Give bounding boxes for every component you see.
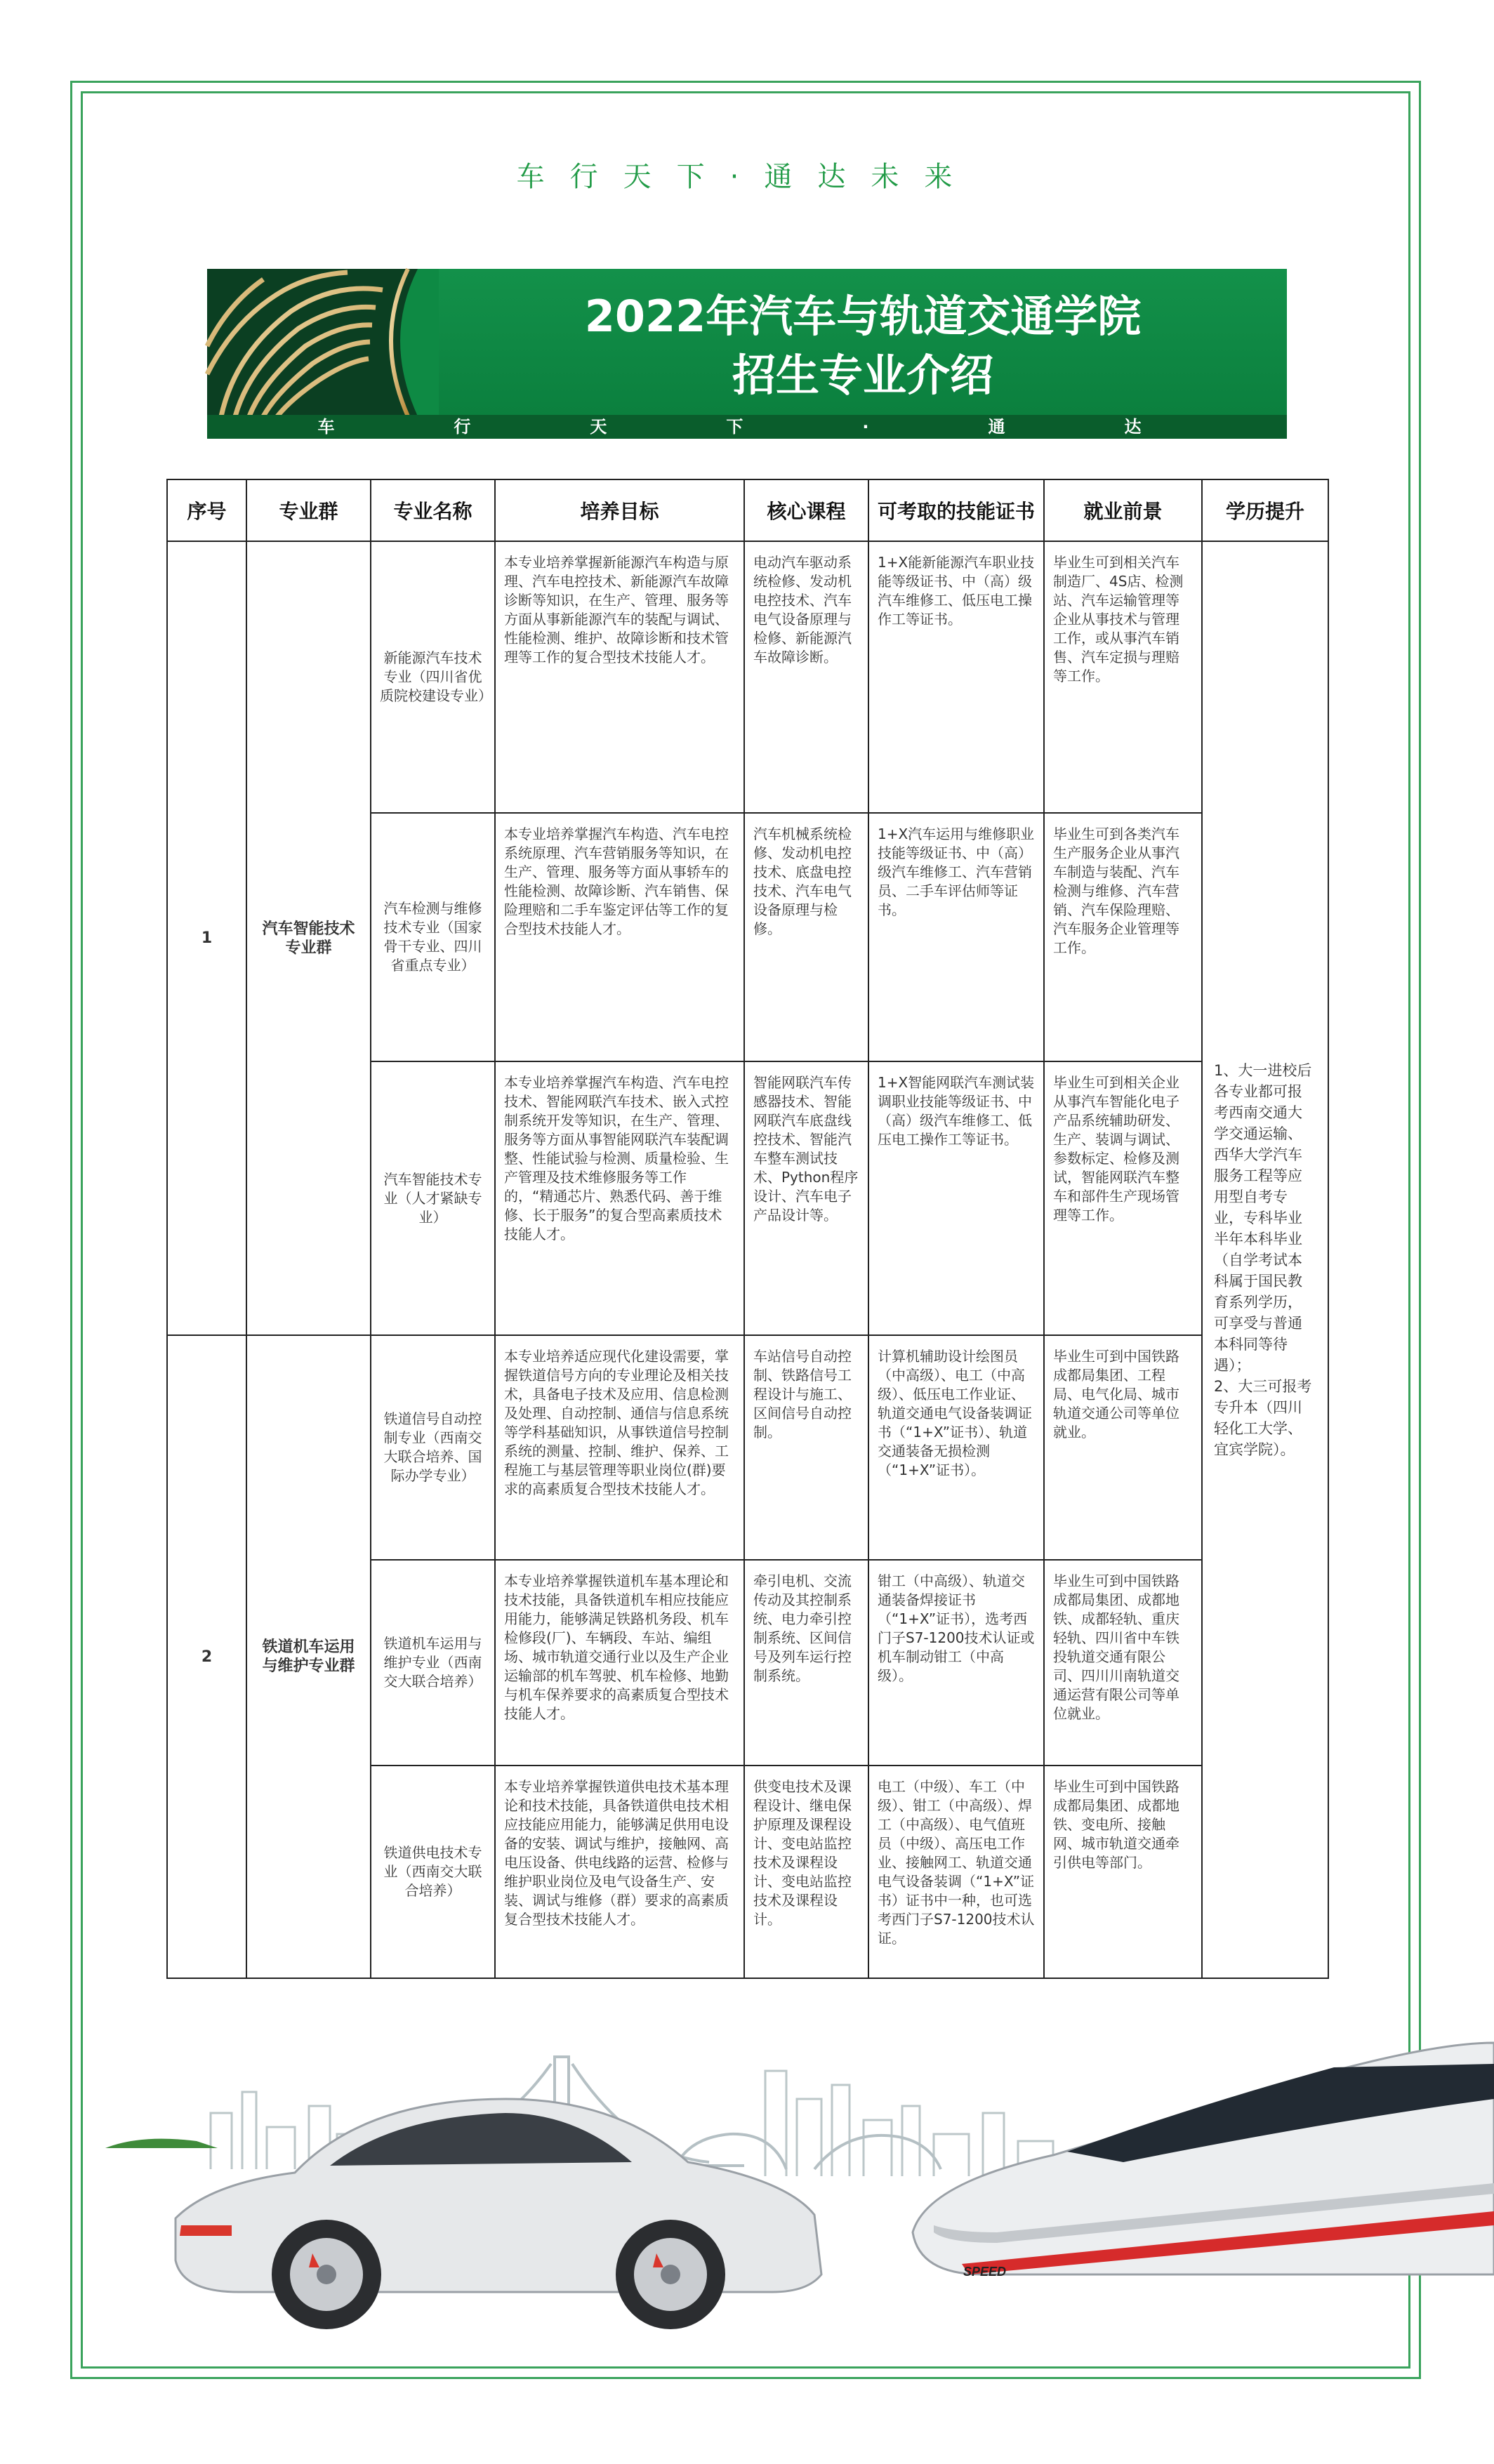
major-certs: 计算机辅助设计绘图员（中高级）、电工（中高级）、低压电工作业证、轨道交通电气设备装调证书（“1+X”证书）、轨道交通装备无损检测（“1+X”证书）。 [868,1335,1044,1560]
major-courses: 牵引电机、交流传动及其控制系统、电力牵引控制系统、区间信号及列车运行控制系统。 [744,1560,868,1766]
table-row [167,541,1328,813]
major-jobs: 毕业生可到相关企业从事汽车智能化电子产品系统辅助研发、生产、装调与调试、参数标定、检修及测试，智能网联汽车整车和部件生产现场管理等工作。 [1044,1061,1202,1335]
header-group: 专业群 [246,479,371,541]
major-jobs: 毕业生可到中国铁路成都局集团、工程局、电气化局、城市轨道交通公司等单位就业。 [1044,1335,1202,1560]
major-courses: 智能网联汽车传感器技术、智能网联汽车底盘线控技术、智能汽车整车测试技术、Python程序设计、汽车电子产品设计等。 [744,1061,868,1335]
group-name: 汽车智能技术专业群 [246,541,371,1335]
table-header-row [167,479,1328,541]
banner-strip: 车行天下·通达未来 [207,415,1287,439]
major-certs: 电工（中级）、车工（中级）、钳工（中高级）、焊工（中高级）、电气值班员（中级）、高压电工作业、接触网工、轨道交通电气设备装调（“1+X”证书）证书中一种，也可选考西门子S7-1200技术认证。 [868,1766,1044,1978]
major-name: 汽车智能技术专业（人才紧缺专业） [371,1061,495,1335]
major-certs: 1+X智能网联汽车测试装调职业技能等级证书、中（高）级汽车维修工、低压电工操作工等证书。 [868,1061,1044,1335]
speed-label: SPEED [963,2265,1007,2279]
header-major: 专业名称 [371,479,495,541]
major-certs: 钳工（中高级）、轨道交通装备焊接证书（“1+X”证书），选考西门子S7-1200技术认证或机车制动钳工（中高级）。 [868,1560,1044,1766]
header-seq: 序号 [167,479,246,541]
major-goal: 本专业培养掌握铁道供电技术基本理论和技术技能，具备铁道供电技术相应技能应用能力，能够满足供用电设备的安装、调试与维护，接触网、高电压设备、供电线路的运营、检修与维护职业岗位及电气设备生产、安装、调试与维修（群）要求的高素质复合型技术技能人才。 [495,1766,744,1978]
major-certs: 1+X汽车运用与维修职业技能等级证书、中（高）级汽车维修工、汽车营销员、二手车评估师等证书。 [868,813,1044,1061]
header-education: 学历提升 [1202,479,1328,541]
major-name: 铁道供电技术专业（西南交大联合培养） [371,1766,495,1978]
slogan: 车行天下·通达未来 [516,161,978,193]
major-goal: 本专业培养掌握铁道机车基本理论和技术技能，具备铁道机车相应技能应用能力，能够满足铁路机务段、机车检修段(厂)、车辆段、车站、编组场、城市轨道交通行业以及生产企业运输部的机车驾驶、机车检修、地勤与机车保养要求的高素质复合型技术技能人才。 [495,1560,744,1766]
table-row [167,1335,1328,1560]
fingerprint-logo-icon [207,269,439,416]
group-seq: 1 [167,541,246,1335]
vehicles-illustration [0,2022,1494,2345]
header-jobs: 就业前景 [1044,479,1202,541]
header-courses: 核心课程 [744,479,868,541]
major-courses: 车站信号自动控制、铁路信号工程设计与施工、区间信号自动控制。 [744,1335,868,1560]
title-banner [207,269,1287,461]
header-certs: 可考取的技能证书 [868,479,1044,541]
major-name: 汽车检测与维修技术专业（国家骨干专业、四川省重点专业） [371,813,495,1061]
grass-icon [105,2139,218,2148]
banner-title [439,287,1287,405]
major-jobs: 毕业生可到各类汽车生产服务企业从事汽车制造与装配、汽车检测与维修、汽车营销、汽车保险理赔、汽车服务企业管理等工作。 [1044,813,1202,1061]
major-name: 铁道机车运用与维护专业（西南交大联合培养） [371,1560,495,1766]
banner-title-line2: 招生专业介绍 [732,350,993,401]
education-text: 1、大一进校后各专业都可报考西南交通大学交通运输、西华大学汽车服务工程等应用型自考专业，专科毕业半年本科毕业（自学考试本科属于国民教育系列学历，可享受与普通本科同等待遇）； 2、大三可报考专升本（四川轻化工大学、宜宾学院）。 [1214,1061,1312,1458]
major-name: 新能源汽车技术专业（四川省优质院校建设专业） [371,541,495,813]
majors-table [166,479,1329,1979]
major-jobs: 毕业生可到中国铁路成都局集团、成都地铁、成都轻轨、重庆轻轨、四川省中车铁投轨道交通有限公司、四川川南轨道交通运营有限公司等单位就业。 [1044,1560,1202,1766]
major-goal: 本专业培养掌握汽车构造、汽车电控技术、智能网联汽车技术、嵌入式控制系统开发等知识，在生产、管理、服务等方面从事智能网联汽车装配调整、性能试验与检测、质量检验、生产管理及技术维修服务等工作的，“精通芯片、熟悉代码、善于维修、长于服务”的复合型高素质技术技能人才。 [495,1061,744,1335]
major-courses: 电动汽车驱动系统检修、发动机电控技术、汽车电气设备原理与检修、新能源汽车故障诊断。 [744,541,868,813]
major-goal: 本专业培养掌握汽车构造、汽车电控系统原理、汽车营销服务等知识，在生产、管理、服务等方面从事轿车的性能检测、故障诊断、汽车销售、保险理赔和二手车鉴定评估等工作的复合型技术技能人才。 [495,813,744,1061]
major-certs: 1+X能新能源汽车职业技能等级证书、中（高）级汽车维修工、低压电工操作工等证书。 [868,541,1044,813]
major-courses: 供变电技术及课程设计、继电保护原理及课程设计、变电站监控技术及课程设计、变电站监控技术及课程设计。 [744,1766,868,1978]
bullet-train-icon [913,2043,1494,2279]
group-name: 铁道机车运用与维护专业群 [246,1335,371,1978]
group-seq: 2 [167,1335,246,1978]
major-jobs: 毕业生可到中国铁路成都局集团、成都地铁、变电所、接触网、城市轨道交通牵引供电等部门。 [1044,1766,1202,1978]
banner-title-line1: 2022年汽车与轨道交通学院 [584,291,1142,342]
education-path [1202,541,1328,1978]
major-jobs: 毕业生可到相关汽车制造厂、4S店、检测站、汽车运输管理等企业从事技术与管理工作，或从事汽车销售、汽车定损与理赔等工作。 [1044,541,1202,813]
major-goal: 本专业培养掌握新能源汽车构造与原理、汽车电控技术、新能源汽车故障诊断等知识，在生产、管理、服务等方面从事新能源汽车的装配与调试、性能检测、维护、故障诊断和技术管理等工作的复合型技术技能人才。 [495,541,744,813]
major-courses: 汽车机械系统检修、发动机电控技术、底盘电控技术、汽车电气设备原理与检修。 [744,813,868,1061]
major-goal: 本专业培养适应现代化建设需要，掌握铁道信号方向的专业理论及相关技术，具备电子技术及应用、信息检测及处理、自动控制、通信与信息系统等学科基础知识，从事铁道信号控制系统的测量、控制、维护、保养、工程施工与基层管理等职业岗位(群)要求的高素质复合型技术技能人才。 [495,1335,744,1560]
major-name: 铁道信号自动控制专业（西南交大联合培养、国际办学专业） [371,1335,495,1560]
header-goal: 培养目标 [495,479,744,541]
